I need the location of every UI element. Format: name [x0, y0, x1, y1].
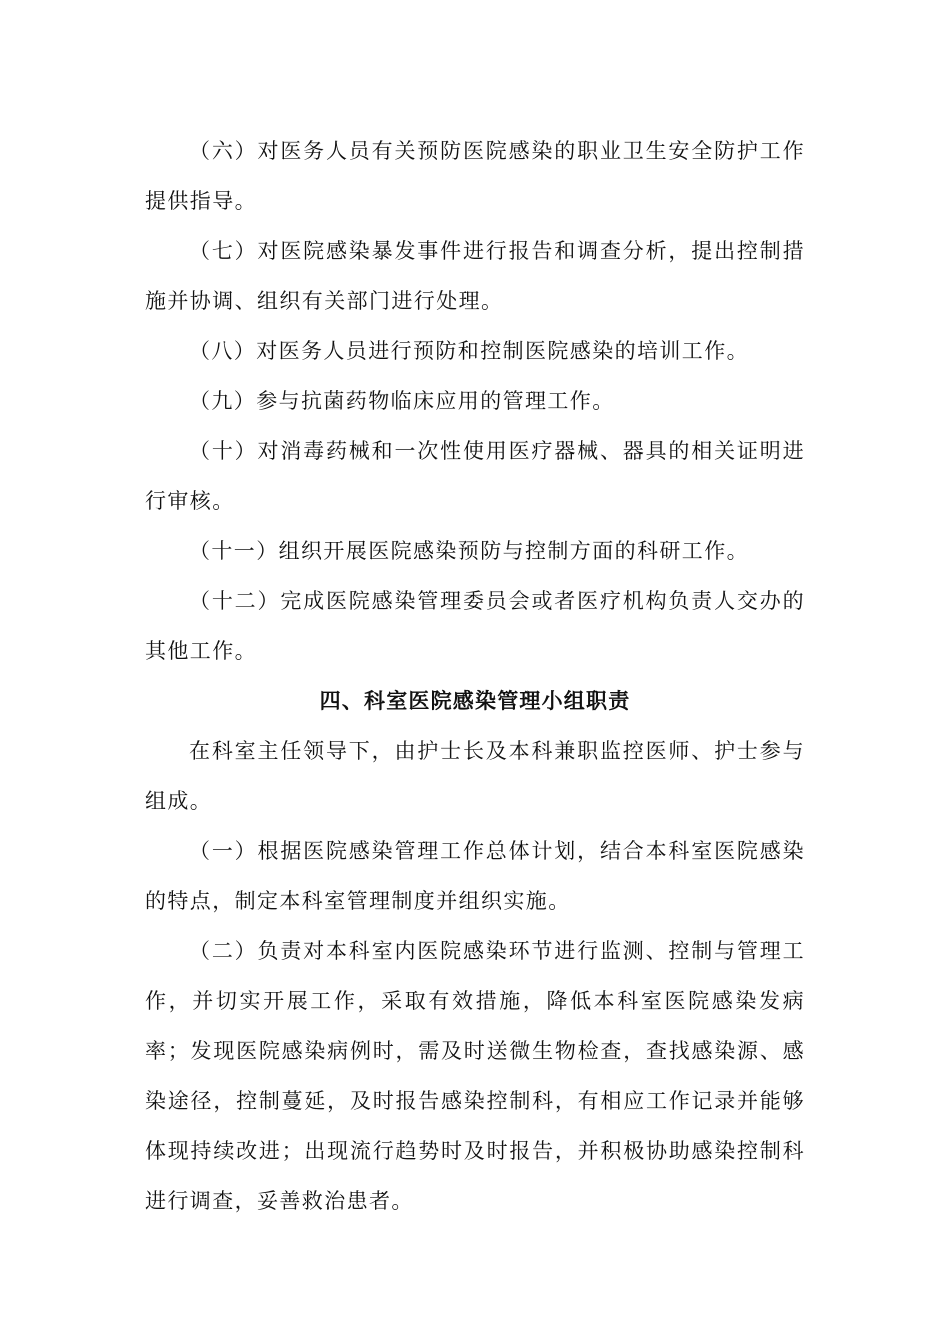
section-item-1: （一）根据医院感染管理工作总体计划，结合本科室医院感染的特点，制定本科室管理制度并组织实施。: [145, 839, 805, 913]
section-item-2: （二）负责对本科室内医院感染环节进行监测、控制与管理工作，并切实开展工作，采取有效措施，降低本科室医院感染发病率；发现医院感染病例时，需及时送微生物检查，查找感染源、感染途径，控制蔓延，及时报告感染控制科，有相应工作记录并能够体现持续改进；出现流行趋势时及时报告，并积极协助感染控制科进行调查，妥善救治患者。: [145, 939, 805, 1213]
paragraph-item-12: （十二）完成医院感染管理委员会或者医疗机构负责人交办的其他工作。: [145, 589, 805, 663]
section-intro-paragraph: 在科室主任领导下，由护士长及本科兼职监控医师、护士参与组成。: [145, 739, 805, 813]
paragraph-item-8: （八）对医务人员进行预防和控制医院感染的培训工作。: [189, 339, 749, 363]
paragraph-item-11: （十一）组织开展医院感染预防与控制方面的科研工作。: [189, 539, 749, 563]
paragraph-item-9: （九）参与抗菌药物临床应用的管理工作。: [189, 389, 615, 413]
paragraph-item-6: （六）对医务人员有关预防医院感染的职业卫生安全防护工作提供指导。: [145, 139, 805, 213]
document-body: [145, 126, 805, 1226]
paragraph-item-10: （十）对消毒药械和一次性使用医疗器械、器具的相关证明进行审核。: [145, 439, 805, 513]
section-heading: 四、科室医院感染管理小组职责: [319, 689, 631, 713]
paragraph-item-7: （七）对医院感染暴发事件进行报告和调查分析，提出控制措施并协调、组织有关部门进行处理。: [145, 239, 805, 313]
